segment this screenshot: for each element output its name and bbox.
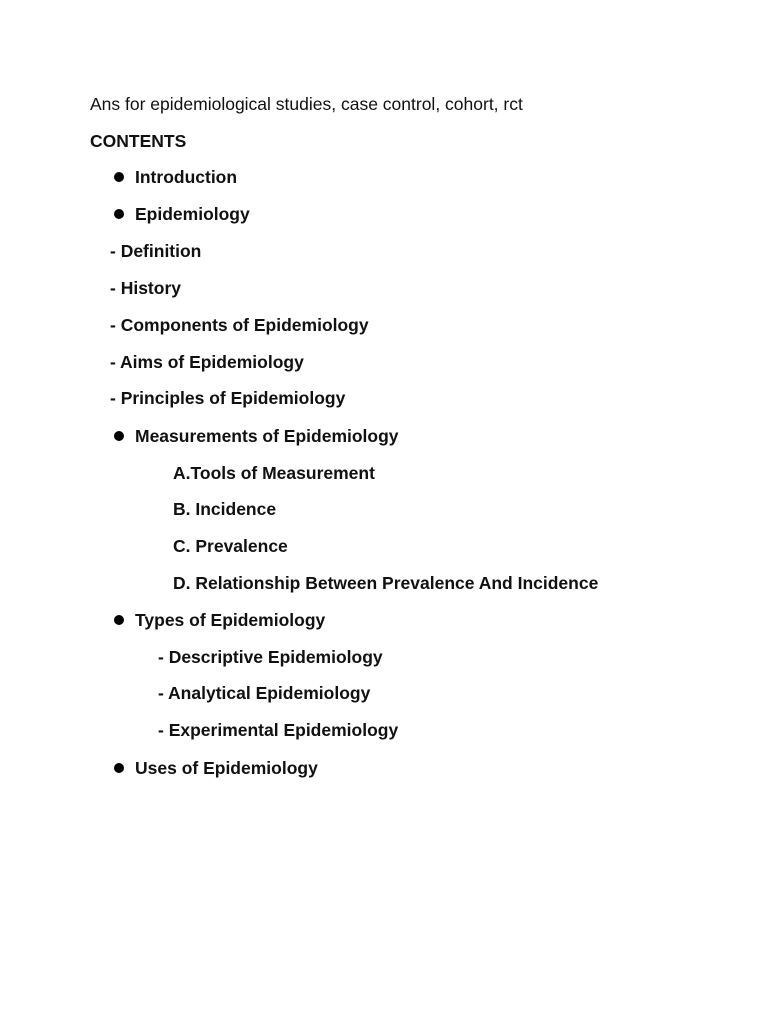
toc-subitem-descriptive: - Descriptive Epidemiology xyxy=(158,647,383,667)
toc-subitem-analytical: - Analytical Epidemiology xyxy=(158,683,371,703)
bullet-dot-icon xyxy=(114,172,124,182)
toc-item-measurements: Measurements of Epidemiology xyxy=(135,426,399,446)
bullet-dot-icon xyxy=(114,615,124,625)
contents-heading: CONTENTS xyxy=(90,131,187,151)
toc-subitem-experimental: - Experimental Epidemiology xyxy=(158,720,399,740)
toc-subitem-prevalence: C. Prevalence xyxy=(173,536,288,556)
toc-subitem-definition: - Definition xyxy=(110,241,202,261)
toc-subitem-relationship: D. Relationship Between Prevalence And Incidence xyxy=(173,573,599,593)
bullet-dot-icon xyxy=(114,209,124,219)
bullet-dot-icon xyxy=(114,431,124,441)
toc-subitem-aims: - Aims of Epidemiology xyxy=(110,352,304,372)
bullet-dot-icon xyxy=(114,763,124,773)
toc-subitem-history: - History xyxy=(110,278,181,298)
toc-subitem-components: - Components of Epidemiology xyxy=(110,315,369,335)
toc-item-uses: Uses of Epidemiology xyxy=(135,758,318,778)
toc-subitem-principles: - Principles of Epidemiology xyxy=(110,388,346,408)
toc-item-epidemiology: Epidemiology xyxy=(135,204,250,224)
toc-subitem-tools: A.Tools of Measurement xyxy=(173,463,375,483)
toc-item-introduction: Introduction xyxy=(135,167,238,187)
intro-line: Ans for epidemiological studies, case control, cohort, rct xyxy=(90,94,523,114)
toc-subitem-incidence: B. Incidence xyxy=(173,499,277,519)
toc-item-types: Types of Epidemiology xyxy=(135,610,326,630)
